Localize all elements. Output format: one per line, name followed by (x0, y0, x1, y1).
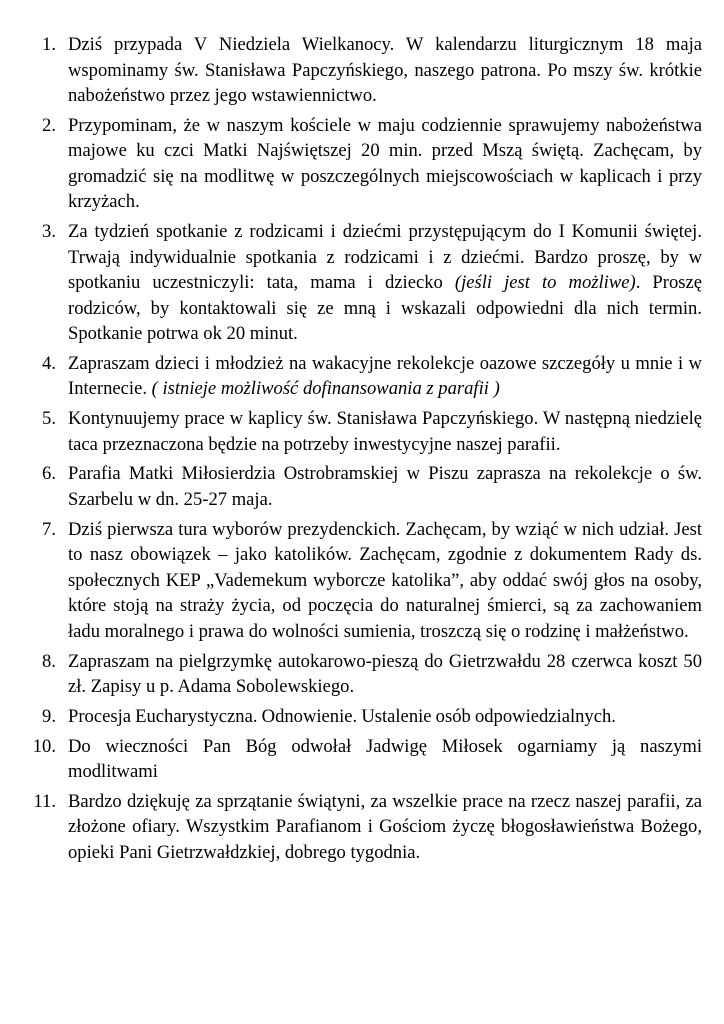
item-text: Dziś przypada V Niedziela Wielkanocy. W kalendarzu liturgicznym 18 maja wspominamy św. Stanisława Papczyńskiego, naszego patrona. Po mszy św. krótkie nabożeństwo przez jego wstawiennictwo. (68, 34, 702, 106)
item-text: Do wieczności Pan Bóg odwołał Jadwigę Miłosek ogarniamy ją naszymi modlitwami (68, 735, 702, 783)
item-number: 11. (33, 790, 56, 812)
list-item (22, 32, 702, 109)
item-text: Kontynuujemy prace w kaplicy św. Stanisława Papczyńskiego. W następną niedzielę taca przeznaczona będzie na potrzeby inwestycyjne naszej parafii. (68, 408, 702, 455)
item-text-with-note (68, 351, 702, 402)
list-item (22, 649, 702, 700)
item-text: Przypominam, że w naszym kościele w maju codziennie sprawujemy nabożeństwa majowe ku czci Matki Najświętszej 20 min. przed Mszą świętą. Zachęcam, by gromadzić się na modlitwę w poszczególnych miejscowościach w kaplicach i przy krzyżach. (68, 114, 702, 213)
item-text: Procesja Eucharystyczna. Odnowienie. Ustalenie osób odpowiedzialnych. (68, 705, 616, 727)
item-text: Za tydzień spotkanie z rodzicami i dziećmi przystępującym do I Komunii świętej. Trwają indywidualnie spotkania z rodzicami i z dziećmi. Bardzo proszę, by w spotkaniu uczestniczyli: tata, mama i dziecko (68, 221, 702, 294)
item-number: 5. (42, 408, 56, 430)
item-number: 8. (42, 650, 56, 672)
item-number: 7. (42, 518, 56, 540)
announcements-list (22, 32, 702, 870)
item-text-continued: . Proszę rodziców, by kontaktowali się ze mną i wskazali odpowiedni dla nich termin. Spotkanie potrwa ok 20 minut. (68, 272, 702, 345)
item-number: 9. (42, 705, 56, 727)
item-text-with-note (68, 219, 702, 347)
item-text: Bardzo dziękuję za sprzątanie świątyni, za wszelkie prace na rzecz naszej parafii, za złożone ofiary. Wszystkim Parafianom i Gościom życzę błogosławieństwa Bożego, opieki Pani Gietrzwałdzkiej, dobrego tygodnia. (68, 790, 702, 863)
list-item (22, 704, 702, 730)
list-item (22, 219, 702, 347)
list-item (22, 406, 702, 457)
list-item (22, 113, 702, 215)
item-text: Zapraszam na pielgrzymkę autokarowo-pieszą do Gietrzwałdu 28 czerwca koszt 50 zł. Zapisy u p. Adama Sobolewskiego. (68, 650, 702, 698)
list-item (22, 351, 702, 402)
item-text: Zapraszam dzieci i młodzież na wakacyjne rekolekcje oazowe szczegóły u mnie i w Internecie. (68, 352, 702, 400)
list-item (22, 517, 702, 645)
item-number: 1. (42, 34, 56, 55)
item-number: 4. (42, 352, 56, 374)
list-item (22, 789, 702, 866)
list-item (22, 461, 702, 512)
item-number: 3. (42, 221, 56, 243)
item-number: 10. (32, 735, 56, 757)
item-number: 2. (42, 114, 56, 136)
item-note: (jeśli jest to możliwe) (454, 272, 636, 294)
item-text: Dziś pierwsza tura wyborów prezydenckich. Zachęcam, by wziąć w nich udział. Jest to nasz obowiązek – jako katolików. Zachęcam, zgodnie z dokumentem Rady ds. społecznych KEP „Vademekum wyborcze katolika”, aby oddać swój głos na osoby, które stoją na straży życia, od poczęcia do naturalnej śmierci, są za zachowaniem ładu moralnego i prawa do wolności sumienia, troszczą się o rodzinę i małżeństwo. (68, 518, 702, 642)
item-number: 6. (42, 463, 56, 485)
item-text: Parafia Matki Miłosierdzia Ostrobramskiej w Piszu zaprasza na rekolekcje o św. Szarbelu w dn. 25-27 maja. (68, 463, 702, 510)
item-note: ( istnieje możliwość dofinansowania z parafii ) (151, 378, 500, 400)
list-item (22, 734, 702, 785)
